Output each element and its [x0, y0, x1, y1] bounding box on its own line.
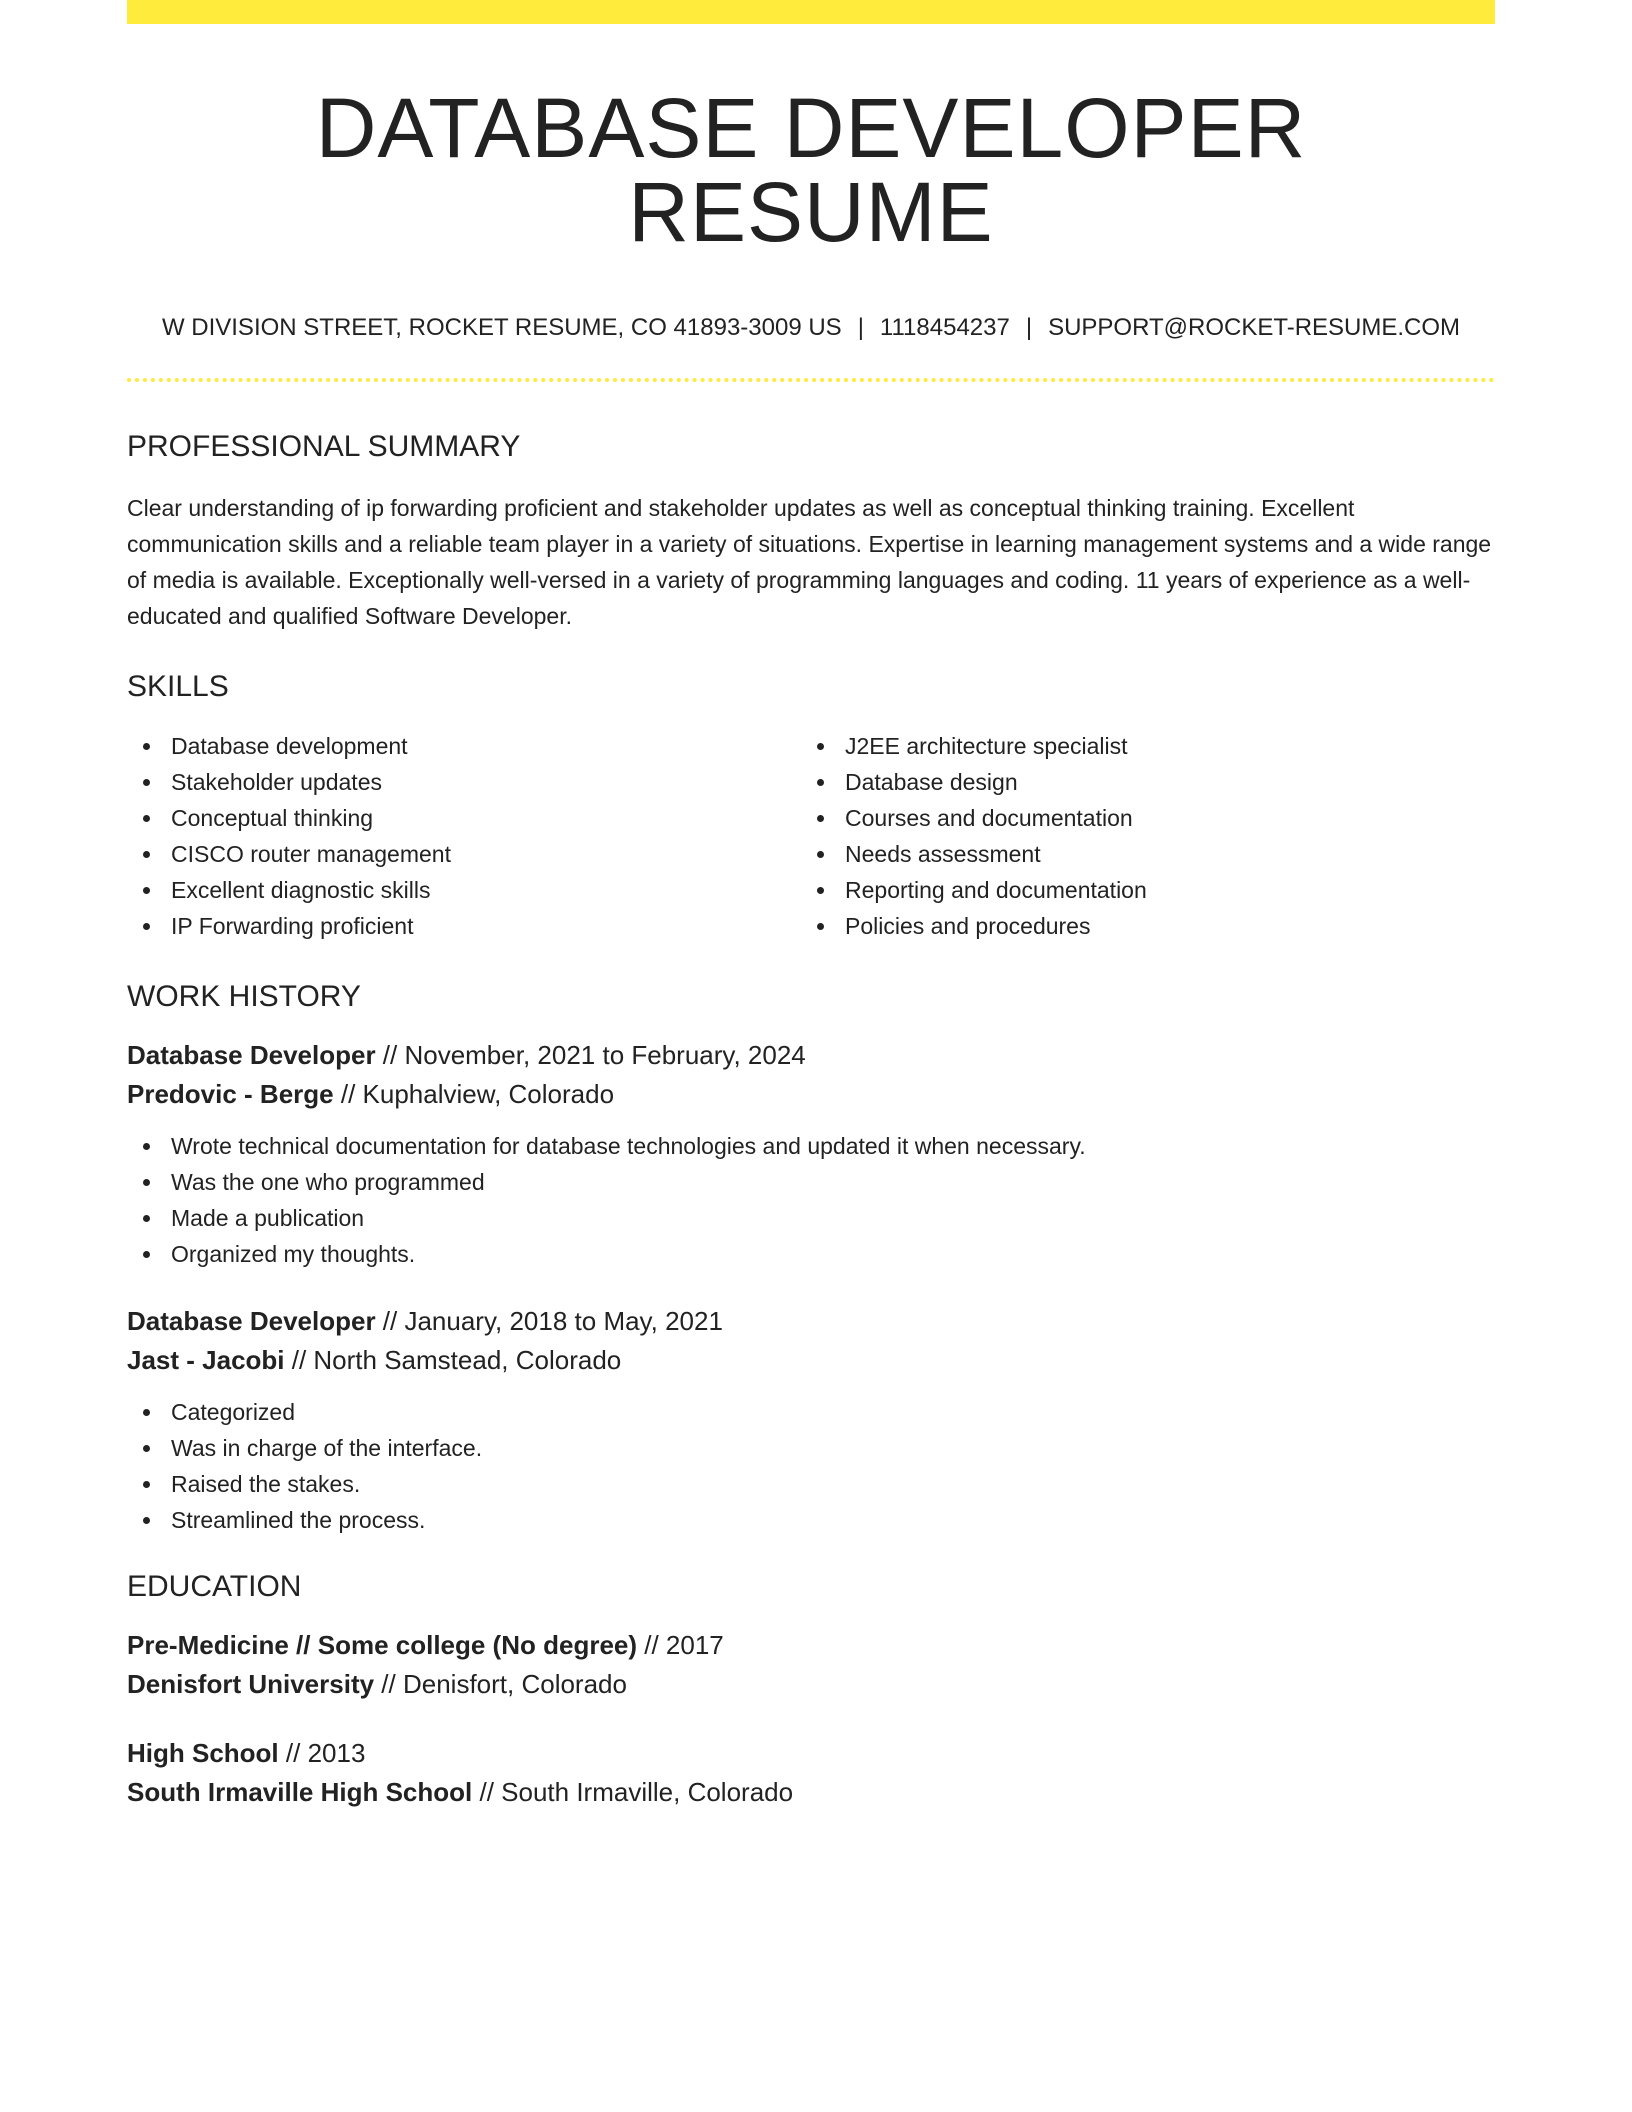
skill-item: Reporting and documentation — [801, 872, 1475, 908]
job-bullet: Was in charge of the interface. — [127, 1430, 1495, 1466]
education-location: // Denisfort, Colorado — [374, 1669, 627, 1699]
job-location: // North Samstead, Colorado — [284, 1345, 622, 1375]
education-school: South Irmaville High School — [127, 1777, 473, 1807]
skill-item: Stakeholder updates — [127, 764, 801, 800]
dotted-divider — [127, 378, 1495, 382]
education-entry — [127, 1626, 1495, 1704]
summary-heading: PROFESSIONAL SUMMARY — [127, 430, 521, 463]
job-company-line — [127, 1075, 1495, 1114]
job-title-line — [127, 1036, 1495, 1075]
job-bullet: Categorized — [127, 1394, 1495, 1430]
job-company: Predovic - Berge — [127, 1079, 334, 1109]
education-school: Denisfort University — [127, 1669, 375, 1699]
education-location: // South Irmaville, Colorado — [472, 1777, 794, 1807]
education-degree: Pre-Medicine // Some college (No degree) — [127, 1630, 638, 1660]
summary-text: Clear understanding of ip forwarding proficient and stakeholder updates as well as conceptual thinking training. Excellent communication skills and a reliable team player in a variety of situations. Expertise in learning management systems and a wide range of media is available. Exceptionally well-versed in a variety of programming languages and coding. 11 years of experience as a well-educated and qualified Software Developer. — [127, 495, 1492, 629]
job-title: Database Developer — [127, 1040, 376, 1070]
job-bullets — [127, 1128, 1495, 1272]
job-bullet: Organized my thoughts. — [127, 1236, 1495, 1272]
work-history-heading: WORK HISTORY — [127, 980, 361, 1013]
job-bullet: Made a publication — [127, 1200, 1495, 1236]
contact-email: SUPPORT@ROCKET-RESUME.COM — [1048, 314, 1461, 341]
accent-top-bar — [127, 0, 1495, 24]
contact-separator: | — [1025, 314, 1033, 341]
education-heading: EDUCATION — [127, 1570, 302, 1603]
job-company: Jast - Jacobi — [127, 1345, 285, 1375]
skill-item: Database development — [127, 728, 801, 764]
contact-separator: | — [857, 314, 864, 341]
contact-phone: 1118454237 — [879, 314, 1010, 341]
skill-item: Policies and procedures — [801, 908, 1475, 944]
job-entry — [127, 1302, 1495, 1538]
education-degree-line — [127, 1626, 1495, 1665]
job-title-line — [127, 1302, 1495, 1341]
education-year: // 2017 — [637, 1630, 724, 1660]
education-degree: High School — [127, 1738, 279, 1768]
skill-item: IP Forwarding proficient — [127, 908, 801, 944]
job-bullet: Raised the stakes. — [127, 1466, 1495, 1502]
job-company-line — [127, 1341, 1495, 1380]
job-location: // Kuphalview, Colorado — [333, 1079, 615, 1109]
skills-left-column — [127, 728, 801, 944]
skills-right-column — [801, 728, 1475, 944]
job-dates: // November, 2021 to February, 2024 — [375, 1040, 806, 1070]
skill-item: Courses and documentation — [801, 800, 1475, 836]
resume-title: DATABASE DEVELOPER RESUME — [315, 81, 1307, 259]
skill-item: J2EE architecture specialist — [801, 728, 1475, 764]
education-degree-line — [127, 1734, 1495, 1773]
job-title: Database Developer — [127, 1306, 376, 1336]
skills-grid — [127, 728, 1495, 944]
job-bullet: Streamlined the process. — [127, 1502, 1495, 1538]
skill-item: Conceptual thinking — [127, 800, 801, 836]
skill-item: CISCO router management — [127, 836, 801, 872]
skill-item: Excellent diagnostic skills — [127, 872, 801, 908]
job-bullets — [127, 1394, 1495, 1538]
job-entry — [127, 1036, 1495, 1272]
contact-line — [127, 316, 1495, 340]
job-bullet: Wrote technical documentation for database technologies and updated it when necessary. — [127, 1128, 1495, 1164]
skill-item: Needs assessment — [801, 836, 1475, 872]
education-year: // 2013 — [278, 1738, 366, 1768]
job-bullet: Was the one who programmed — [127, 1164, 1495, 1200]
education-entry — [127, 1734, 1495, 1812]
education-school-line — [127, 1665, 1495, 1704]
education-school-line — [127, 1773, 1495, 1812]
job-dates: // January, 2018 to May, 2021 — [375, 1306, 723, 1336]
skills-heading: SKILLS — [127, 670, 229, 703]
resume-page — [127, 0, 1495, 1812]
skill-item: Database design — [801, 764, 1475, 800]
contact-address: W DIVISION STREET, ROCKET RESUME, CO 41893-3009 US — [161, 314, 842, 341]
